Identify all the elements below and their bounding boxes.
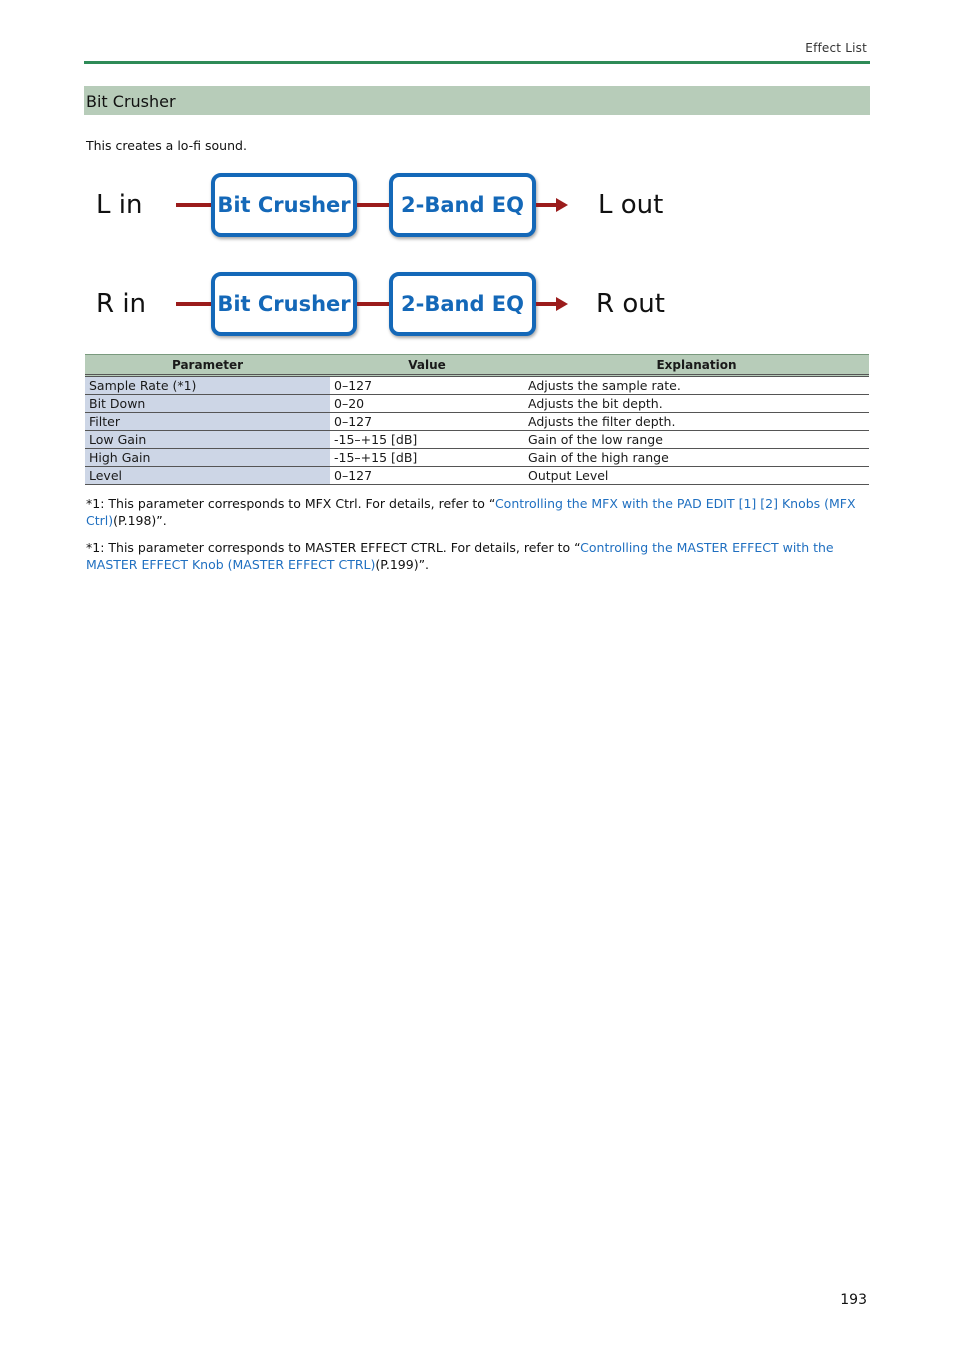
page-number: 193 bbox=[840, 1292, 867, 1308]
param-cell: Low Gain bbox=[85, 431, 330, 449]
input-label-left: L in bbox=[96, 190, 143, 220]
value-cell: -15–+15 [dB] bbox=[330, 431, 524, 449]
explanation-cell: Gain of the high range bbox=[524, 449, 869, 467]
block-2-band-eq-right: 2-Band EQ bbox=[389, 272, 536, 336]
param-cell: Filter bbox=[85, 413, 330, 431]
output-label-left: L out bbox=[598, 190, 664, 220]
section-title-bar bbox=[84, 86, 870, 115]
section-intro: This creates a lo-fi sound. bbox=[86, 138, 247, 153]
wire-input-left bbox=[176, 203, 216, 207]
link-controlling-mfx[interactable]: Controlling the MFX with the PAD EDIT [1] [2] Knobs (MFX Ctrl) bbox=[86, 496, 856, 528]
wire-between-left bbox=[357, 203, 391, 207]
table-row bbox=[85, 449, 869, 467]
param-cell: Bit Down bbox=[85, 395, 330, 413]
explanation-cell: Adjusts the filter depth. bbox=[524, 413, 869, 431]
footnote-prefix: *1: This parameter corresponds to MASTER EFFECT CTRL. For details, refer to “ bbox=[86, 540, 581, 555]
table-header-row bbox=[85, 355, 869, 376]
param-cell: Level bbox=[85, 467, 330, 485]
parameter-table bbox=[85, 354, 869, 485]
footnote-suffix: (P.198)”. bbox=[113, 513, 167, 528]
table-row bbox=[85, 395, 869, 413]
signal-flow-diagram bbox=[86, 168, 686, 343]
block-bit-crusher-left: Bit Crusher bbox=[211, 173, 357, 237]
param-cell: Sample Rate (*1) bbox=[85, 376, 330, 395]
table-row bbox=[85, 413, 869, 431]
table-row bbox=[85, 376, 869, 395]
wire-output-left bbox=[536, 203, 558, 207]
header-rule bbox=[84, 61, 870, 64]
explanation-cell: Adjusts the bit depth. bbox=[524, 395, 869, 413]
explanation-cell: Gain of the low range bbox=[524, 431, 869, 449]
input-label-right: R in bbox=[96, 289, 147, 319]
block-2-band-eq-left: 2-Band EQ bbox=[389, 173, 536, 237]
block-bit-crusher-right: Bit Crusher bbox=[211, 272, 357, 336]
param-cell: High Gain bbox=[85, 449, 330, 467]
wire-between-right bbox=[357, 302, 391, 306]
explanation-cell: Output Level bbox=[524, 467, 869, 485]
section-title: Bit Crusher bbox=[86, 92, 176, 111]
value-cell: 0–20 bbox=[330, 395, 524, 413]
value-cell: 0–127 bbox=[330, 413, 524, 431]
table-row bbox=[85, 467, 869, 485]
footnote-master-effect-ctrl bbox=[86, 539, 856, 573]
wire-output-right bbox=[536, 302, 558, 306]
value-cell: 0–127 bbox=[330, 376, 524, 395]
wire-input-right bbox=[176, 302, 216, 306]
footnote-suffix: (P.199)”. bbox=[375, 557, 430, 572]
table-row bbox=[85, 431, 869, 449]
arrow-head-left bbox=[556, 198, 568, 212]
footnote-prefix: *1: This parameter corresponds to MFX Ctrl. For details, refer to “ bbox=[86, 496, 495, 511]
value-cell: 0–127 bbox=[330, 467, 524, 485]
header-explanation: Explanation bbox=[524, 355, 869, 376]
header-section-label: Effect List bbox=[805, 41, 867, 55]
explanation-cell: Adjusts the sample rate. bbox=[524, 376, 869, 395]
link-controlling-master-effect[interactable]: Controlling the MASTER EFFECT with the MASTER EFFECT Knob (MASTER EFFECT CTRL) bbox=[86, 540, 834, 572]
footnote-mfx-ctrl bbox=[86, 495, 856, 529]
header-parameter: Parameter bbox=[85, 355, 330, 376]
output-label-right: R out bbox=[596, 289, 665, 319]
value-cell: -15–+15 [dB] bbox=[330, 449, 524, 467]
header-value: Value bbox=[330, 355, 524, 376]
arrow-head-right bbox=[556, 297, 568, 311]
